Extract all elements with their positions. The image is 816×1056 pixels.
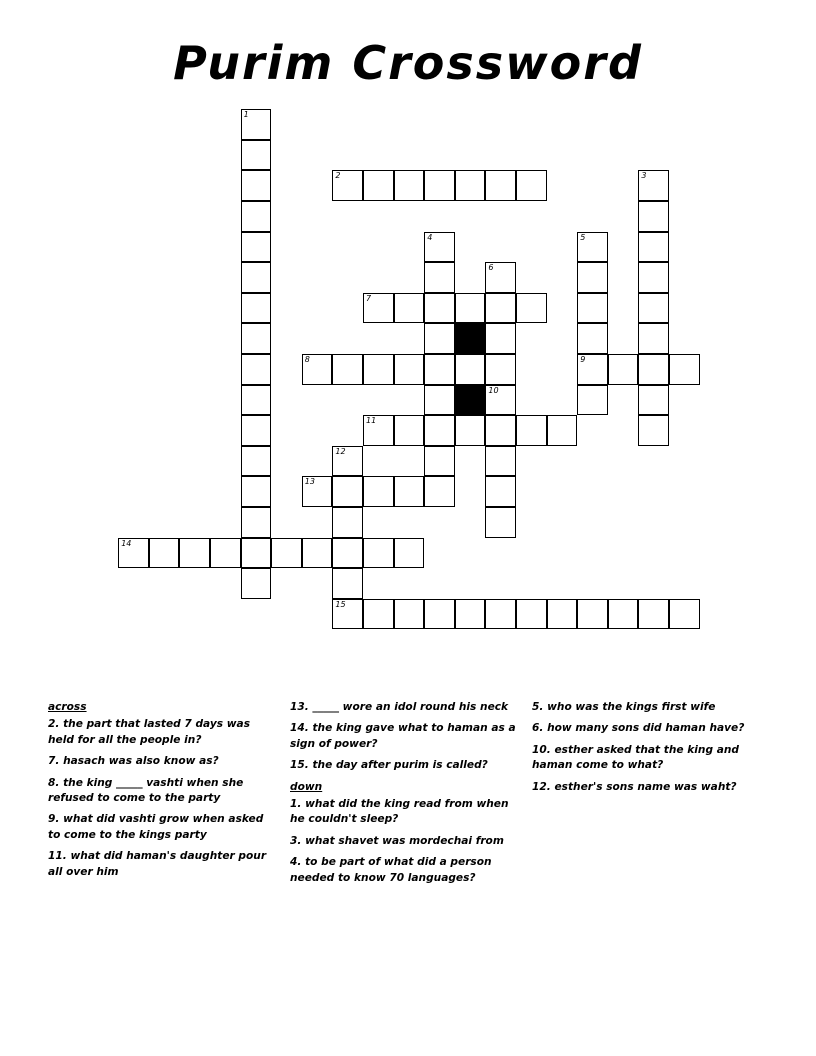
crossword-cell[interactable] bbox=[516, 415, 547, 446]
crossword-cell[interactable] bbox=[241, 415, 272, 446]
clue-across-11: 11. what did haman's daughter pour all over him bbox=[48, 850, 267, 878]
crossword-cell[interactable] bbox=[455, 415, 486, 446]
crossword-cell[interactable] bbox=[485, 262, 516, 293]
crossword-cell[interactable] bbox=[241, 446, 272, 477]
crossword-cell[interactable] bbox=[455, 293, 486, 324]
clue-number-label: 10 bbox=[488, 385, 499, 395]
clue-down-10: 10. esther asked that the king and haman come to what? bbox=[532, 743, 740, 772]
clue-number-label: 11 bbox=[366, 416, 377, 426]
crossword-cell[interactable] bbox=[363, 476, 394, 507]
crossword-cell[interactable] bbox=[241, 507, 272, 538]
crossword-cell[interactable] bbox=[332, 446, 363, 477]
crossword-cell[interactable] bbox=[516, 293, 547, 324]
clue-number-label: 2 bbox=[335, 171, 341, 181]
page-title: Purim Crossword bbox=[173, 36, 643, 90]
crossword-cell[interactable] bbox=[332, 476, 363, 507]
crossword-cell[interactable] bbox=[363, 538, 394, 569]
crossword-cell[interactable] bbox=[241, 568, 272, 599]
crossword-cell[interactable] bbox=[394, 354, 425, 385]
crossword-cell[interactable] bbox=[302, 476, 333, 507]
crossword-cell[interactable] bbox=[363, 170, 394, 201]
crossword-cell[interactable] bbox=[332, 170, 363, 201]
clue-number-label: 14 bbox=[121, 538, 132, 548]
crossword-cell[interactable] bbox=[669, 354, 700, 385]
clue-across-14: 14. the king gave what to haman as a sign of power? bbox=[290, 722, 516, 750]
crossword-cell[interactable] bbox=[485, 446, 516, 477]
crossword-cell[interactable] bbox=[577, 385, 608, 416]
crossword-cell[interactable] bbox=[241, 201, 272, 232]
crossword-cell[interactable] bbox=[485, 415, 516, 446]
crossword-cell[interactable] bbox=[455, 354, 486, 385]
crossword-black-cell bbox=[455, 323, 486, 354]
crossword-cell[interactable] bbox=[577, 323, 608, 354]
crossword-cell[interactable] bbox=[241, 170, 272, 201]
clue-number-label: 4 bbox=[427, 232, 433, 242]
crossword-cell[interactable] bbox=[394, 476, 425, 507]
crossword-cell[interactable] bbox=[608, 599, 639, 630]
crossword-cell[interactable] bbox=[394, 415, 425, 446]
crossword-cell[interactable] bbox=[241, 354, 272, 385]
crossword-cell[interactable] bbox=[424, 354, 455, 385]
crossword-cell[interactable] bbox=[424, 293, 455, 324]
crossword-cell[interactable] bbox=[638, 354, 669, 385]
clue-number-label: 7 bbox=[366, 293, 372, 303]
clues-section bbox=[0, 700, 816, 960]
clue-number-label: 15 bbox=[335, 599, 346, 609]
crossword-cell[interactable] bbox=[485, 323, 516, 354]
clue-number-label: 5 bbox=[580, 232, 586, 242]
clue-number-label: 12 bbox=[335, 446, 346, 456]
crossword-cell[interactable] bbox=[302, 354, 333, 385]
crossword-cell[interactable] bbox=[638, 201, 669, 232]
clue-number-label: 8 bbox=[304, 355, 310, 364]
crossword-cell[interactable] bbox=[332, 568, 363, 599]
crossword-cell[interactable] bbox=[241, 140, 272, 171]
crossword-cell[interactable] bbox=[485, 507, 516, 538]
down-heading: down bbox=[290, 780, 323, 793]
crossword-cell[interactable] bbox=[638, 170, 669, 201]
crossword-cell[interactable] bbox=[424, 385, 455, 416]
clue-across-15: 15. the day after purim is called? bbox=[290, 759, 488, 772]
crossword-cell[interactable] bbox=[241, 385, 272, 416]
crossword-cell[interactable] bbox=[332, 354, 363, 385]
crossword-cell[interactable] bbox=[363, 293, 394, 324]
clue-number-label: 13 bbox=[304, 477, 315, 487]
crossword-cell[interactable] bbox=[241, 232, 272, 263]
crossword-cell[interactable] bbox=[547, 599, 578, 630]
clue-down-1: 1. what did the king read from when he couldn't sleep? bbox=[290, 798, 509, 826]
clue-across-9: 9. what did vashti grow when asked to come to the kings party bbox=[48, 813, 264, 841]
crossword-cell[interactable] bbox=[638, 323, 669, 354]
crossword-cell[interactable] bbox=[241, 323, 272, 354]
clue-down-12: 12. esther's sons name was waht? bbox=[532, 780, 737, 793]
crossword-cell[interactable] bbox=[394, 599, 425, 630]
clue-down-5: 5. who was the kings first wife bbox=[532, 701, 716, 713]
crossword-cell[interactable] bbox=[363, 415, 394, 446]
crossword-cell[interactable] bbox=[241, 109, 272, 140]
crossword-cell[interactable] bbox=[485, 293, 516, 324]
clue-across-8: 8. the king _____ vashti when she refused to come to the party bbox=[48, 776, 244, 805]
crossword-cell[interactable] bbox=[485, 385, 516, 416]
crossword-cell[interactable] bbox=[363, 354, 394, 385]
crossword-cell[interactable] bbox=[394, 170, 425, 201]
crossword-cell[interactable] bbox=[179, 538, 210, 569]
crossword-cell[interactable] bbox=[455, 170, 486, 201]
crossword-cell[interactable] bbox=[577, 354, 608, 385]
crossword-cell[interactable] bbox=[608, 354, 639, 385]
crossword-cell[interactable] bbox=[485, 599, 516, 630]
crossword-cell[interactable] bbox=[271, 538, 302, 569]
clue-number-label: 6 bbox=[488, 263, 494, 273]
clue-down-4: 4. to be part of what did a person needed to know 70 languages? bbox=[290, 856, 492, 884]
clues-column-1 bbox=[48, 700, 278, 886]
crossword-cell[interactable] bbox=[485, 170, 516, 201]
crossword-cell[interactable] bbox=[424, 232, 455, 263]
across-heading: across bbox=[48, 701, 87, 713]
crossword-cell[interactable] bbox=[577, 293, 608, 324]
crossword-cell[interactable] bbox=[638, 385, 669, 416]
crossword-cell[interactable] bbox=[638, 262, 669, 293]
crossword-cell[interactable] bbox=[241, 262, 272, 293]
crossword-cell[interactable] bbox=[424, 599, 455, 630]
crossword-cell[interactable] bbox=[424, 262, 455, 293]
clue-across-7: 7. hasach was also know as? bbox=[48, 755, 219, 768]
crossword-cell[interactable] bbox=[241, 476, 272, 507]
clue-across-13: 13. _____ wore an idol round his neck bbox=[290, 701, 509, 713]
crossword-cell[interactable] bbox=[149, 538, 180, 569]
crossword-cell[interactable] bbox=[669, 599, 700, 630]
clue-down-6: 6. how many sons did haman have? bbox=[532, 722, 745, 735]
crossword-cell[interactable] bbox=[241, 538, 272, 569]
clue-down-3: 3. what shavet was mordechai from bbox=[290, 834, 504, 847]
crossword-cell[interactable] bbox=[424, 446, 455, 477]
crossword-cell[interactable] bbox=[363, 599, 394, 630]
crossword-cell[interactable] bbox=[118, 538, 149, 569]
crossword-cell[interactable] bbox=[577, 232, 608, 263]
crossword-cell[interactable] bbox=[394, 538, 425, 569]
clues-column-2 bbox=[290, 700, 526, 892]
crossword-cell[interactable] bbox=[332, 507, 363, 538]
crossword-cell[interactable] bbox=[638, 415, 669, 446]
clue-number-label: 9 bbox=[580, 355, 586, 364]
clue-number-label: 3 bbox=[641, 171, 647, 181]
crossword-cell[interactable] bbox=[455, 599, 486, 630]
crossword-cell[interactable] bbox=[210, 538, 241, 569]
crossword-cell[interactable] bbox=[394, 293, 425, 324]
crossword-cell[interactable] bbox=[424, 415, 455, 446]
crossword-black-cell bbox=[455, 385, 486, 416]
crossword-cell[interactable] bbox=[485, 476, 516, 507]
crossword-cell[interactable] bbox=[332, 538, 363, 569]
clue-across-2: 2. the part that lasted 7 days was held for all the people in? bbox=[48, 718, 251, 746]
crossword-cell[interactable] bbox=[577, 262, 608, 293]
crossword-cell[interactable] bbox=[424, 476, 455, 507]
crossword-cell[interactable] bbox=[638, 232, 669, 263]
crossword-cell[interactable] bbox=[241, 293, 272, 324]
crossword-cell[interactable] bbox=[638, 293, 669, 324]
crossword-cell[interactable] bbox=[424, 323, 455, 354]
crossword-cell[interactable] bbox=[516, 170, 547, 201]
crossword-cell[interactable] bbox=[638, 599, 669, 630]
crossword-cell[interactable] bbox=[424, 170, 455, 201]
clue-number-label: 1 bbox=[243, 110, 249, 120]
crossword-cell[interactable] bbox=[485, 354, 516, 385]
crossword-cell[interactable] bbox=[516, 599, 547, 630]
crossword-cell[interactable] bbox=[577, 599, 608, 630]
crossword-cell[interactable] bbox=[547, 415, 578, 446]
crossword-cell[interactable] bbox=[302, 538, 333, 569]
clues-column-3 bbox=[532, 700, 754, 801]
crossword-cell[interactable] bbox=[332, 599, 363, 630]
